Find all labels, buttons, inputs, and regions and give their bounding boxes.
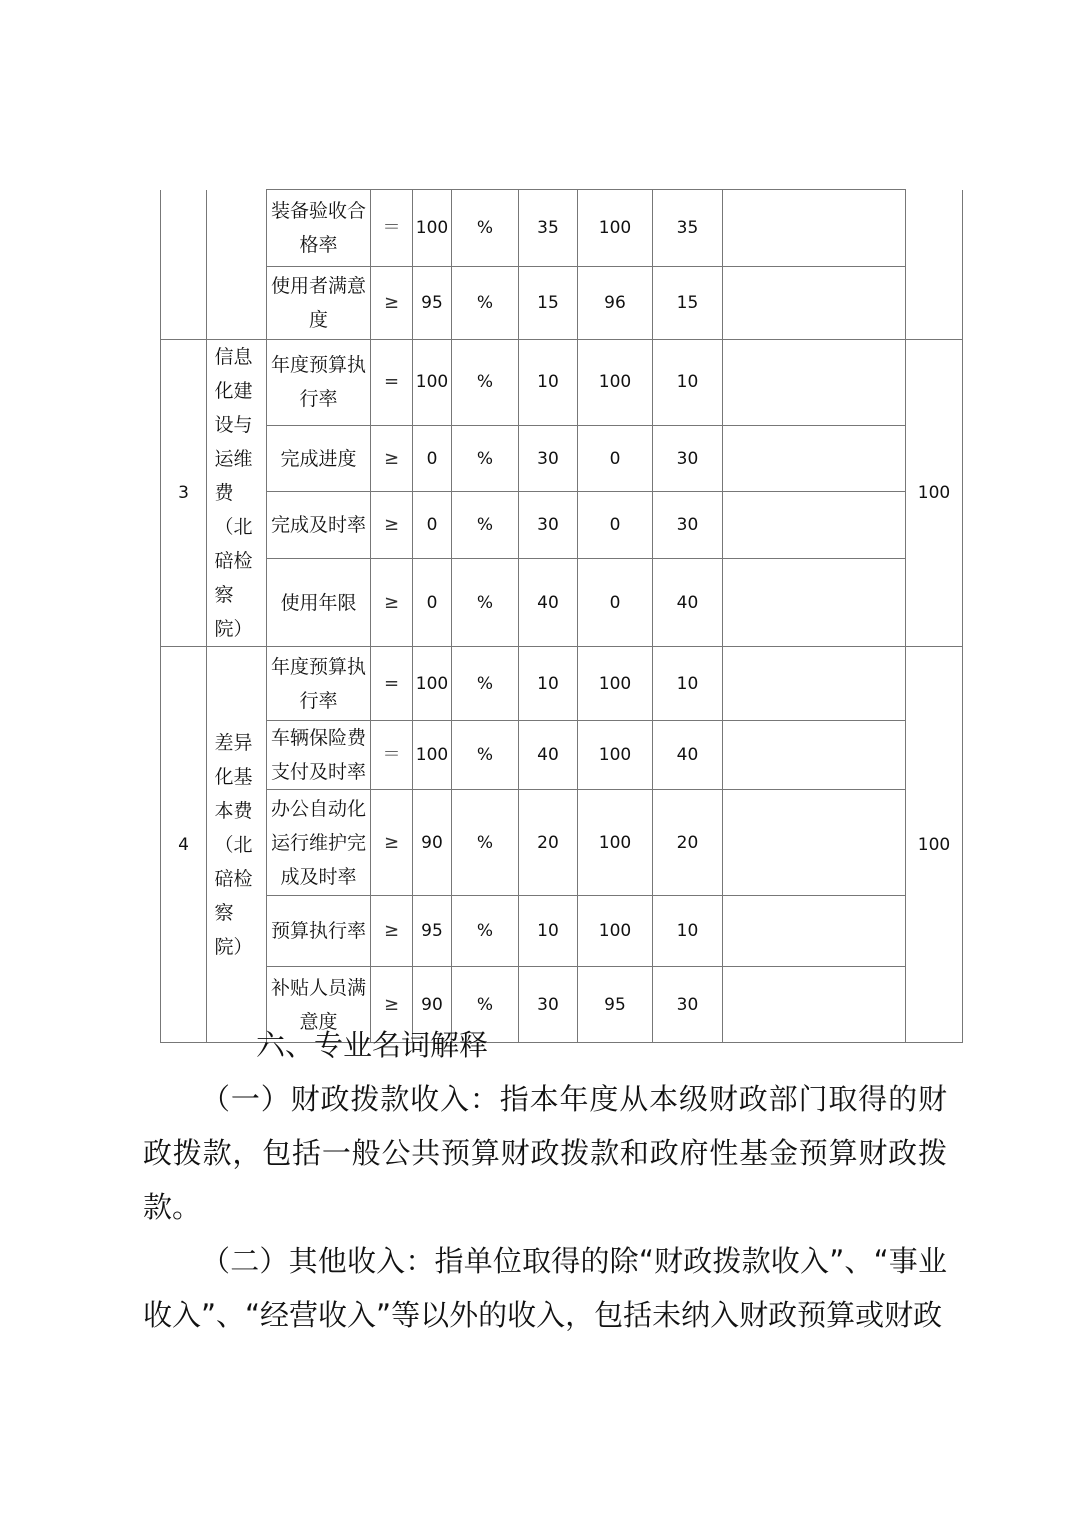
note (723, 492, 906, 559)
score: 30 (653, 492, 723, 559)
target-value: 90 (413, 790, 452, 896)
unit: % (452, 896, 519, 967)
unit: % (452, 425, 519, 492)
paragraph: （二）其他收入：指单位取得的除“财政拨款收入”、“事业收入”、“经营收入”等以外的收入，包括未纳入财政预算或财政 (143, 1244, 947, 1332)
operator: ≥ (371, 967, 413, 1043)
operator: ≥ (371, 559, 413, 647)
indicator-name: 完成进度 (267, 425, 371, 492)
note (723, 790, 906, 896)
actual-value: 95 (578, 967, 653, 1043)
actual-value: 100 (578, 647, 653, 721)
actual-value: 100 (578, 190, 653, 267)
weight: 30 (519, 425, 578, 492)
operator: ≥ (371, 790, 413, 896)
weight: 10 (519, 647, 578, 721)
table-row (161, 559, 963, 647)
unit: % (452, 647, 519, 721)
indicator-name: 装备验收合格率 (267, 190, 371, 267)
indicator-name: 使用年限 (267, 559, 371, 647)
score: 20 (653, 790, 723, 896)
actual-value: 96 (578, 267, 653, 340)
indicator-name: 车辆保险费支付及时率 (267, 721, 371, 790)
section-heading: 六、专业名词解释 (256, 1028, 489, 1062)
table-row (161, 492, 963, 559)
operator: = (371, 647, 413, 721)
target-value: 100 (413, 340, 452, 426)
weight: 30 (519, 967, 578, 1043)
weight: 15 (519, 267, 578, 340)
weight: 20 (519, 790, 578, 896)
table-row (161, 267, 963, 340)
table-row (161, 896, 963, 967)
actual-value: 0 (578, 492, 653, 559)
row-number (161, 190, 207, 340)
actual-value: 100 (578, 340, 653, 426)
score: 30 (653, 967, 723, 1043)
indicator-name: 完成及时率 (267, 492, 371, 559)
project-name (207, 340, 267, 647)
paragraph: （一）财政拨款收入：指本年度从本级财政部门取得的财政拨款，包括一般公共预算财政拨款和政府性基金预算财政拨款。 (143, 1082, 947, 1224)
actual-value: 0 (578, 559, 653, 647)
row-number: 4 (161, 647, 207, 1043)
target-value: 100 (413, 190, 452, 267)
note (723, 559, 906, 647)
operator: ≥ (371, 492, 413, 559)
table-row (161, 790, 963, 896)
row-number: 3 (161, 340, 207, 647)
project-name (207, 647, 267, 1043)
table-body (161, 190, 963, 1043)
actual-value: 100 (578, 721, 653, 790)
actual-value: 100 (578, 896, 653, 967)
actual-value: 0 (578, 425, 653, 492)
target-value: 95 (413, 267, 452, 340)
operator: ≥ (371, 425, 413, 492)
target-value: 100 (413, 721, 452, 790)
note (723, 340, 906, 426)
unit: % (452, 267, 519, 340)
operator: = (371, 340, 413, 426)
operator: ＝ (371, 721, 413, 790)
note (723, 721, 906, 790)
unit: % (452, 492, 519, 559)
weight: 10 (519, 340, 578, 426)
note (723, 267, 906, 340)
score: 10 (653, 896, 723, 967)
document-section (143, 1018, 947, 1342)
project-name-text: 信息化建设与运维费（北碚检察院） (214, 346, 253, 640)
actual-value: 100 (578, 790, 653, 896)
unit: % (452, 559, 519, 647)
weight: 35 (519, 190, 578, 267)
weight: 40 (519, 721, 578, 790)
score: 15 (653, 267, 723, 340)
target-value: 0 (413, 492, 452, 559)
indicator-name: 补贴人员满意度 (267, 967, 371, 1043)
note (723, 190, 906, 267)
operator: ＝ (371, 190, 413, 267)
unit: % (452, 340, 519, 426)
score: 35 (653, 190, 723, 267)
weight: 30 (519, 492, 578, 559)
score: 10 (653, 647, 723, 721)
weight: 40 (519, 559, 578, 647)
target-value: 0 (413, 425, 452, 492)
table-row (161, 647, 963, 721)
target-value: 95 (413, 896, 452, 967)
project-name (207, 190, 267, 340)
note (723, 425, 906, 492)
target-value: 0 (413, 559, 452, 647)
note (723, 896, 906, 967)
indicator-name: 年度预算执行率 (267, 340, 371, 426)
table-row (161, 340, 963, 426)
operator: ≥ (371, 896, 413, 967)
table-row (161, 190, 963, 267)
unit: % (452, 967, 519, 1043)
target-value: 90 (413, 967, 452, 1043)
unit: % (452, 721, 519, 790)
indicator-name: 办公自动化运行维护完成及时率 (267, 790, 371, 896)
score: 30 (653, 425, 723, 492)
indicator-name: 年度预算执行率 (267, 647, 371, 721)
table-row (161, 721, 963, 790)
project-total (906, 190, 963, 340)
project-name-text: 差异化基本费（北碚检察院） (214, 731, 253, 958)
indicator-name: 使用者满意度 (267, 267, 371, 340)
unit: % (452, 190, 519, 267)
unit: % (452, 790, 519, 896)
project-total: 100 (906, 647, 963, 1043)
score: 10 (653, 340, 723, 426)
note (723, 647, 906, 721)
operator: ≥ (371, 267, 413, 340)
project-total: 100 (906, 340, 963, 647)
table-row (161, 425, 963, 492)
performance-table (160, 189, 963, 1043)
weight: 10 (519, 896, 578, 967)
score: 40 (653, 559, 723, 647)
indicator-name: 预算执行率 (267, 896, 371, 967)
target-value: 100 (413, 647, 452, 721)
score: 40 (653, 721, 723, 790)
